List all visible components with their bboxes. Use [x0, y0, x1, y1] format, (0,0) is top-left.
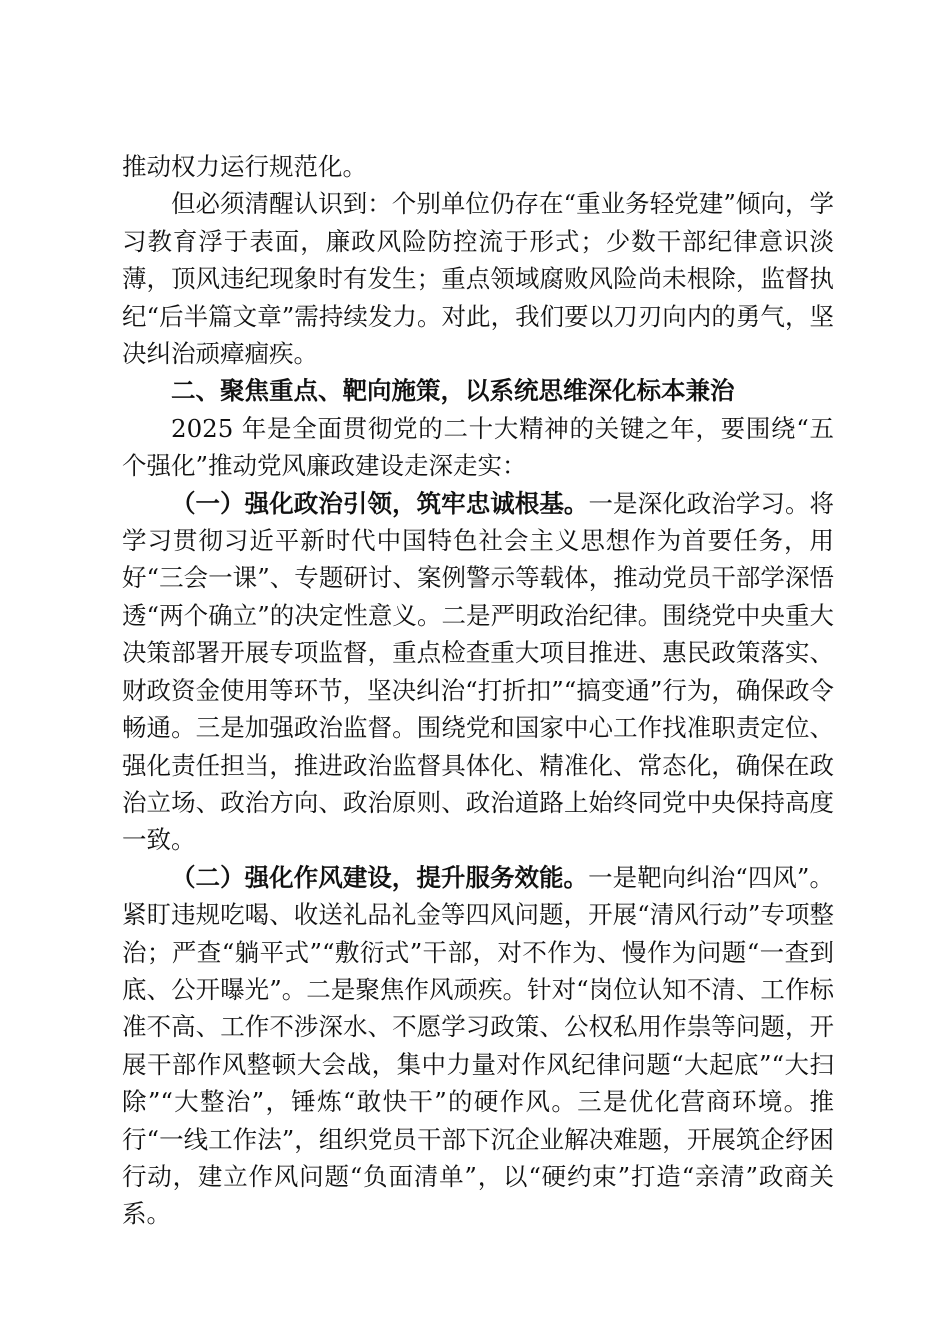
paragraph-political-leadership-body: 一是深化政治学习。将学习贯彻习近平新时代中国特色社会主义思想作为首要任务，用好“三会一课”、专题研讨、案例警示等载体，推动党员干部学深悟透“两个确立”的决定性意义。二是严明政治纪律。围绕党中央重大决策部署开展专项监督，重点检查重大项目推进、惠民政策落实、财政资金使用等环节，坚决纠治“打折扣”“搞变通”行为，确保政令畅通。三是加强政治监督。围绕党和国家中心工作找准职责定位、强化责任担当，推进政治监督具体化、精准化、常态化，确保在政治立场、政治方向、政治原则、政治道路上始终同党中央保持高度一致。 [122, 488, 835, 855]
section-heading: 二、聚焦重点、靶向施策，以系统思维深化标本兼治 [171, 376, 735, 406]
paragraph-work-style [122, 859, 834, 1233]
paragraph-intro: 2025 年是全面贯彻党的二十大精神的关键之年，要围绕“五个强化”推动党风廉政建设走深走实： [122, 413, 834, 481]
paragraph-continuation: 推动权力运行规范化。 [122, 152, 367, 181]
subheading-work-style: （二）强化作风建设，提升服务效能。 [171, 862, 589, 892]
paragraph-problems: 但必须清醒认识到：个别单位仍存在“重业务轻党建”倾向，学习教育浮于表面，廉政风险防控流于形式；少数干部纪律意识淡薄，顶风违纪现象时有发生；重点领域腐败风险尚未根除，监督执纪“后半篇文章”需持续发力。对此，我们要以刀刃向内的勇气，坚决纠治顽瘴痼疾。 [122, 189, 834, 369]
paragraph-work-style-body: 一是靶向纠治“四风”。紧盯违规吃喝、收送礼品礼金等四风问题，开展“清风行动”专项整治；严查“躺平式”“敷衍式”干部，对不作为、慢作为问题“一查到底、公开曝光”。二是聚焦作风顽疾。针对“岗位认知不清、工作标准不高、工作不涉深水、不愿学习政策、公权私用作祟等问题，开展干部作风整顿大会战，集中力量对作风纪律问题“大起底”“大扫除”“大整治”，锤炼“敢快干”的硬作风。三是优化营商环境。推行“一线工作法”，组织党员干部下沉企业解决难题，开展筑企纾困行动，建立作风问题“负面清单”，以“硬约束”打造“亲清”政商关系。 [122, 862, 834, 1229]
subheading-political-leadership: （一）强化政治引领，筑牢忠诚根基。 [171, 488, 589, 518]
document-body [122, 148, 834, 1233]
paragraph-political-leadership [122, 485, 834, 859]
